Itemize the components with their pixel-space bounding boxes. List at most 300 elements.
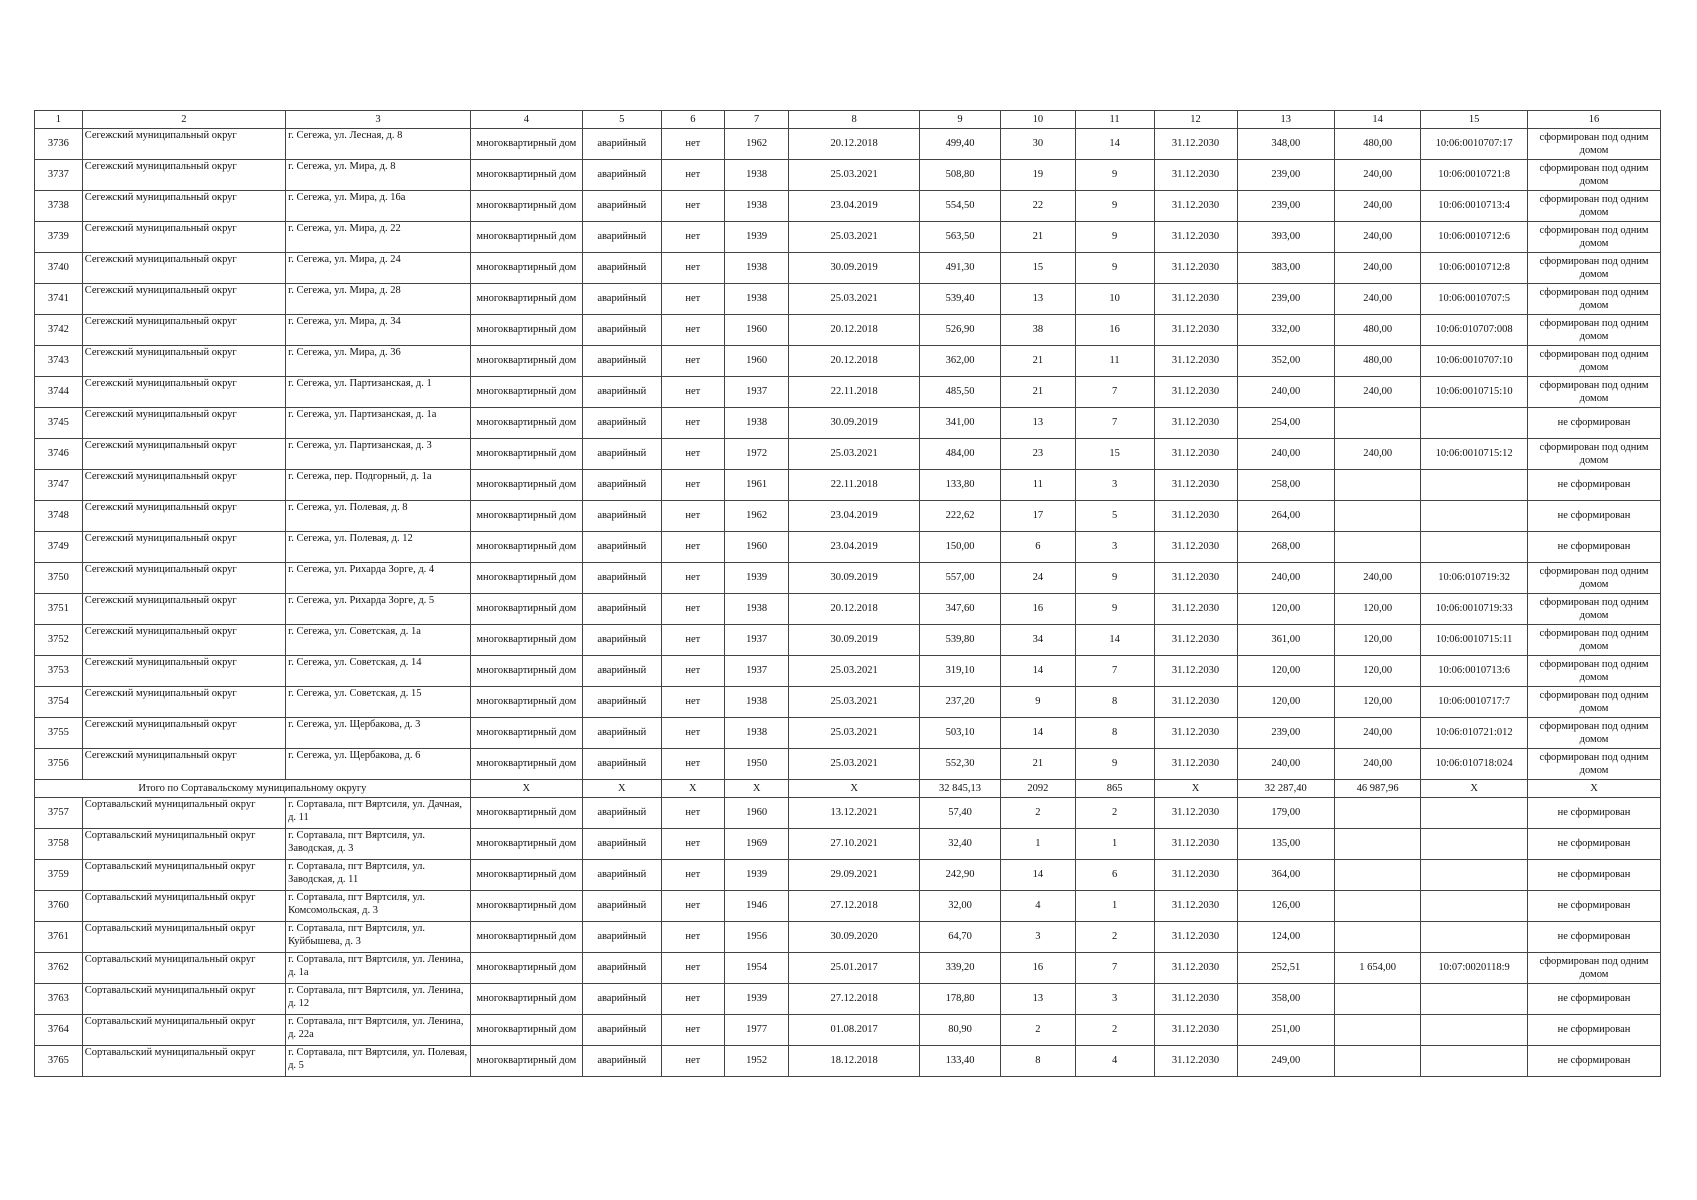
deadline-cell: 31.12.2030	[1154, 563, 1237, 594]
cadastral-number-cell: 10:06:0010707:17	[1421, 129, 1528, 160]
year-built-cell: 1960	[724, 798, 788, 829]
condition-cell: аварийный	[582, 470, 661, 501]
plot-status-cell: не сформирован	[1528, 860, 1661, 891]
area-cell: 242,90	[920, 860, 1001, 891]
residents-cell: 24	[1000, 563, 1075, 594]
year-built-cell: 1954	[724, 953, 788, 984]
condition-cell: аварийный	[582, 687, 661, 718]
plot-area-cell: 240,00	[1335, 749, 1421, 780]
recognition-date-cell: 20.12.2018	[789, 315, 920, 346]
deadline-cell: 31.12.2030	[1154, 160, 1237, 191]
municipality-cell: Сегежский муниципальный округ	[82, 656, 285, 687]
apartments-cell: 7	[1075, 656, 1154, 687]
year-built-cell: 1962	[724, 501, 788, 532]
plot-area-cell	[1335, 1046, 1421, 1077]
apartments-cell: 2	[1075, 1015, 1154, 1046]
municipality-cell: Сортавальский муниципальный округ	[82, 1015, 285, 1046]
land-area-cell: 258,00	[1237, 470, 1335, 501]
land-area-cell: 254,00	[1237, 408, 1335, 439]
resettled-cell: нет	[661, 129, 724, 160]
plot-area-cell: 480,00	[1335, 129, 1421, 160]
address-cell: г. Сегежа, ул. Советская, д. 1а	[286, 625, 471, 656]
cadastral-number-cell	[1421, 798, 1528, 829]
resettled-cell: нет	[661, 439, 724, 470]
area-cell: 319,10	[920, 656, 1001, 687]
residents-cell: 4	[1000, 891, 1075, 922]
address-cell: г. Сегежа, ул. Полевая, д. 8	[286, 501, 471, 532]
municipality-cell: Сортавальский муниципальный округ	[82, 1046, 285, 1077]
table-row	[35, 1015, 1661, 1046]
building-type-cell: многоквартирный дом	[470, 953, 582, 984]
resettled-cell: нет	[661, 749, 724, 780]
building-type-cell: многоквартирный дом	[470, 718, 582, 749]
plot-status-cell: не сформирован	[1528, 922, 1661, 953]
residents-cell: 21	[1000, 346, 1075, 377]
plot-status-cell: сформирован под одним домом	[1528, 563, 1661, 594]
address-cell: г. Сегежа, ул. Мира, д. 24	[286, 253, 471, 284]
condition-cell: аварийный	[582, 656, 661, 687]
plot-area-cell: 120,00	[1335, 594, 1421, 625]
address-cell: г. Сегежа, ул. Партизанская, д. 3	[286, 439, 471, 470]
year-built-cell: 1937	[724, 377, 788, 408]
apartments-cell: 3	[1075, 470, 1154, 501]
residents-cell: 15	[1000, 253, 1075, 284]
area-cell: 485,50	[920, 377, 1001, 408]
deadline-cell: 31.12.2030	[1154, 470, 1237, 501]
municipality-cell: Сегежский муниципальный округ	[82, 191, 285, 222]
area-cell: 539,40	[920, 284, 1001, 315]
table-row	[35, 829, 1661, 860]
condition-cell: аварийный	[582, 718, 661, 749]
deadline-cell: 31.12.2030	[1154, 1015, 1237, 1046]
plot-area-cell	[1335, 532, 1421, 563]
table-row	[35, 191, 1661, 222]
table-row	[35, 984, 1661, 1015]
building-type-cell: многоквартирный дом	[470, 191, 582, 222]
table-row	[35, 346, 1661, 377]
municipality-cell: Сегежский муниципальный округ	[82, 439, 285, 470]
deadline-cell: 31.12.2030	[1154, 798, 1237, 829]
recognition-date-cell: 23.04.2019	[789, 532, 920, 563]
resettled-cell: нет	[661, 625, 724, 656]
resettled-cell: нет	[661, 1015, 724, 1046]
building-type-cell: многоквартирный дом	[470, 253, 582, 284]
address-cell: г. Сегежа, ул. Щербакова, д. 3	[286, 718, 471, 749]
resettled-cell: нет	[661, 594, 724, 625]
year-built-cell: 1937	[724, 625, 788, 656]
building-type-cell: многоквартирный дом	[470, 922, 582, 953]
year-built-cell: 1938	[724, 191, 788, 222]
building-type-cell: многоквартирный дом	[470, 1046, 582, 1077]
year-built-cell: 1969	[724, 829, 788, 860]
address-cell: г. Сегежа, ул. Партизанская, д. 1а	[286, 408, 471, 439]
plot-status-cell: не сформирован	[1528, 532, 1661, 563]
municipality-cell: Сортавальский муниципальный округ	[82, 953, 285, 984]
residents-cell: 23	[1000, 439, 1075, 470]
resettled-cell: нет	[661, 346, 724, 377]
row-number-cell: 3748	[35, 501, 83, 532]
deadline-cell: 31.12.2030	[1154, 284, 1237, 315]
district-total-row	[35, 780, 1661, 798]
deadline-cell: 31.12.2030	[1154, 687, 1237, 718]
municipality-cell: Сортавальский муниципальный округ	[82, 891, 285, 922]
plot-area-cell: 240,00	[1335, 377, 1421, 408]
table-body	[35, 111, 1661, 1077]
total-value-cell: X	[582, 780, 661, 798]
year-built-cell: 1960	[724, 315, 788, 346]
apartments-cell: 7	[1075, 953, 1154, 984]
residents-cell: 14	[1000, 718, 1075, 749]
apartments-cell: 2	[1075, 922, 1154, 953]
municipality-cell: Сортавальский муниципальный округ	[82, 984, 285, 1015]
plot-status-cell: сформирован под одним домом	[1528, 377, 1661, 408]
cadastral-number-cell: 10:06:0010712:8	[1421, 253, 1528, 284]
recognition-date-cell: 30.09.2019	[789, 253, 920, 284]
apartments-cell: 2	[1075, 798, 1154, 829]
land-area-cell: 120,00	[1237, 594, 1335, 625]
resettled-cell: нет	[661, 532, 724, 563]
apartments-cell: 8	[1075, 718, 1154, 749]
total-value-cell: 2092	[1000, 780, 1075, 798]
cadastral-number-cell: 10:06:0010713:6	[1421, 656, 1528, 687]
plot-status-cell: сформирован под одним домом	[1528, 953, 1661, 984]
resettled-cell: нет	[661, 829, 724, 860]
land-area-cell: 364,00	[1237, 860, 1335, 891]
plot-area-cell	[1335, 1015, 1421, 1046]
plot-status-cell: сформирован под одним домом	[1528, 129, 1661, 160]
year-built-cell: 1962	[724, 129, 788, 160]
row-number-cell: 3744	[35, 377, 83, 408]
address-cell: г. Сортавала, пгт Вяртсиля, ул. Дачная, д. 11	[286, 798, 471, 829]
land-area-cell: 239,00	[1237, 284, 1335, 315]
area-cell: 339,20	[920, 953, 1001, 984]
row-number-cell: 3756	[35, 749, 83, 780]
apartments-cell: 14	[1075, 129, 1154, 160]
year-built-cell: 1938	[724, 408, 788, 439]
row-number-cell: 3739	[35, 222, 83, 253]
table-row	[35, 1046, 1661, 1077]
deadline-cell: 31.12.2030	[1154, 860, 1237, 891]
cadastral-number-cell	[1421, 408, 1528, 439]
area-cell: 237,20	[920, 687, 1001, 718]
resettled-cell: нет	[661, 377, 724, 408]
residents-cell: 9	[1000, 687, 1075, 718]
condition-cell: аварийный	[582, 922, 661, 953]
condition-cell: аварийный	[582, 891, 661, 922]
cadastral-number-cell: 10:06:0010712:6	[1421, 222, 1528, 253]
table-row	[35, 129, 1661, 160]
condition-cell: аварийный	[582, 129, 661, 160]
row-number-cell: 3765	[35, 1046, 83, 1077]
cadastral-number-cell	[1421, 829, 1528, 860]
cadastral-number-cell: 10:06:0010715:10	[1421, 377, 1528, 408]
area-cell: 32,00	[920, 891, 1001, 922]
plot-area-cell: 480,00	[1335, 315, 1421, 346]
deadline-cell: 31.12.2030	[1154, 408, 1237, 439]
cadastral-number-cell: 10:06:0010713:4	[1421, 191, 1528, 222]
resettled-cell: нет	[661, 687, 724, 718]
row-number-cell: 3758	[35, 829, 83, 860]
municipality-cell: Сегежский муниципальный округ	[82, 346, 285, 377]
residents-cell: 14	[1000, 860, 1075, 891]
building-type-cell: многоквартирный дом	[470, 594, 582, 625]
year-built-cell: 1938	[724, 594, 788, 625]
condition-cell: аварийный	[582, 1015, 661, 1046]
year-built-cell: 1972	[724, 439, 788, 470]
table-row	[35, 718, 1661, 749]
apartments-cell: 3	[1075, 532, 1154, 563]
year-built-cell: 1950	[724, 749, 788, 780]
deadline-cell: 31.12.2030	[1154, 501, 1237, 532]
column-number-cell: 6	[661, 111, 724, 129]
year-built-cell: 1960	[724, 346, 788, 377]
column-number-cell: 8	[789, 111, 920, 129]
building-type-cell: многоквартирный дом	[470, 501, 582, 532]
table-row	[35, 798, 1661, 829]
address-cell: г. Сегежа, ул. Мира, д. 28	[286, 284, 471, 315]
deadline-cell: 31.12.2030	[1154, 1046, 1237, 1077]
plot-area-cell: 240,00	[1335, 718, 1421, 749]
condition-cell: аварийный	[582, 377, 661, 408]
table-row	[35, 470, 1661, 501]
residents-cell: 21	[1000, 749, 1075, 780]
cadastral-number-cell	[1421, 1015, 1528, 1046]
year-built-cell: 1938	[724, 160, 788, 191]
recognition-date-cell: 25.03.2021	[789, 284, 920, 315]
row-number-cell: 3738	[35, 191, 83, 222]
deadline-cell: 31.12.2030	[1154, 253, 1237, 284]
area-cell: 526,90	[920, 315, 1001, 346]
year-built-cell: 1939	[724, 222, 788, 253]
table-row	[35, 953, 1661, 984]
municipality-cell: Сортавальский муниципальный округ	[82, 922, 285, 953]
cadastral-number-cell: 10:06:010718:024	[1421, 749, 1528, 780]
deadline-cell: 31.12.2030	[1154, 656, 1237, 687]
building-type-cell: многоквартирный дом	[470, 798, 582, 829]
plot-status-cell: сформирован под одним домом	[1528, 191, 1661, 222]
year-built-cell: 1946	[724, 891, 788, 922]
building-type-cell: многоквартирный дом	[470, 439, 582, 470]
plot-area-cell: 1 654,00	[1335, 953, 1421, 984]
row-number-cell: 3760	[35, 891, 83, 922]
residents-cell: 13	[1000, 408, 1075, 439]
deadline-cell: 31.12.2030	[1154, 594, 1237, 625]
column-number-cell: 9	[920, 111, 1001, 129]
row-number-cell: 3755	[35, 718, 83, 749]
deadline-cell: 31.12.2030	[1154, 984, 1237, 1015]
building-type-cell: многоквартирный дом	[470, 984, 582, 1015]
area-cell: 491,30	[920, 253, 1001, 284]
resettled-cell: нет	[661, 470, 724, 501]
land-area-cell: 332,00	[1237, 315, 1335, 346]
recognition-date-cell: 18.12.2018	[789, 1046, 920, 1077]
plot-status-cell: сформирован под одним домом	[1528, 315, 1661, 346]
residents-cell: 21	[1000, 377, 1075, 408]
deadline-cell: 31.12.2030	[1154, 439, 1237, 470]
residents-cell: 22	[1000, 191, 1075, 222]
residents-cell: 8	[1000, 1046, 1075, 1077]
table-row	[35, 749, 1661, 780]
apartments-cell: 1	[1075, 891, 1154, 922]
recognition-date-cell: 27.12.2018	[789, 984, 920, 1015]
municipality-cell: Сегежский муниципальный округ	[82, 470, 285, 501]
total-value-cell: X	[1421, 780, 1528, 798]
condition-cell: аварийный	[582, 222, 661, 253]
resettled-cell: нет	[661, 284, 724, 315]
total-value-cell: X	[470, 780, 582, 798]
residents-cell: 13	[1000, 284, 1075, 315]
plot-area-cell: 240,00	[1335, 222, 1421, 253]
cadastral-number-cell	[1421, 891, 1528, 922]
land-area-cell: 120,00	[1237, 656, 1335, 687]
table-row	[35, 860, 1661, 891]
municipality-cell: Сегежский муниципальный округ	[82, 377, 285, 408]
address-cell: г. Сегежа, ул. Рихарда Зорге, д. 4	[286, 563, 471, 594]
address-cell: г. Сегежа, ул. Мира, д. 22	[286, 222, 471, 253]
cadastral-number-cell	[1421, 860, 1528, 891]
plot-status-cell: не сформирован	[1528, 798, 1661, 829]
address-cell: г. Сортавала, пгт Вяртсиля, ул. Полевая, д. 5	[286, 1046, 471, 1077]
cadastral-number-cell: 10:06:0010707:5	[1421, 284, 1528, 315]
apartments-cell: 11	[1075, 346, 1154, 377]
plot-area-cell	[1335, 984, 1421, 1015]
row-number-cell: 3742	[35, 315, 83, 346]
table-row	[35, 563, 1661, 594]
recognition-date-cell: 25.03.2021	[789, 656, 920, 687]
table-row	[35, 501, 1661, 532]
municipality-cell: Сегежский муниципальный округ	[82, 315, 285, 346]
cadastral-number-cell: 10:06:010719:32	[1421, 563, 1528, 594]
address-cell: г. Сортавала, пгт Вяртсиля, ул. Заводская, д. 3	[286, 829, 471, 860]
year-built-cell: 1952	[724, 1046, 788, 1077]
area-cell: 57,40	[920, 798, 1001, 829]
total-value-cell: X	[661, 780, 724, 798]
address-cell: г. Сегежа, ул. Советская, д. 14	[286, 656, 471, 687]
building-type-cell: многоквартирный дом	[470, 284, 582, 315]
building-type-cell: многоквартирный дом	[470, 160, 582, 191]
address-cell: г. Сортавала, пгт Вяртсиля, ул. Комсомольская, д. 3	[286, 891, 471, 922]
area-cell: 341,00	[920, 408, 1001, 439]
apartments-cell: 1	[1075, 829, 1154, 860]
apartments-cell: 7	[1075, 377, 1154, 408]
land-area-cell: 358,00	[1237, 984, 1335, 1015]
plot-area-cell	[1335, 408, 1421, 439]
year-built-cell: 1939	[724, 860, 788, 891]
table-row	[35, 222, 1661, 253]
column-number-cell: 12	[1154, 111, 1237, 129]
address-cell: г. Сегежа, ул. Советская, д. 15	[286, 687, 471, 718]
condition-cell: аварийный	[582, 984, 661, 1015]
address-cell: г. Сегежа, ул. Щербакова, д. 6	[286, 749, 471, 780]
cadastral-number-cell	[1421, 922, 1528, 953]
area-cell: 133,40	[920, 1046, 1001, 1077]
area-cell: 484,00	[920, 439, 1001, 470]
condition-cell: аварийный	[582, 315, 661, 346]
total-value-cell: 32 845,13	[920, 780, 1001, 798]
row-number-cell: 3763	[35, 984, 83, 1015]
area-cell: 133,80	[920, 470, 1001, 501]
plot-status-cell: сформирован под одним домом	[1528, 687, 1661, 718]
plot-area-cell	[1335, 922, 1421, 953]
residents-cell: 38	[1000, 315, 1075, 346]
apartments-cell: 6	[1075, 860, 1154, 891]
area-cell: 80,90	[920, 1015, 1001, 1046]
resettled-cell: нет	[661, 222, 724, 253]
area-cell: 539,80	[920, 625, 1001, 656]
plot-area-cell: 120,00	[1335, 687, 1421, 718]
column-number-header-row	[35, 111, 1661, 129]
building-type-cell: многоквартирный дом	[470, 1015, 582, 1046]
condition-cell: аварийный	[582, 439, 661, 470]
land-area-cell: 126,00	[1237, 891, 1335, 922]
building-type-cell: многоквартирный дом	[470, 129, 582, 160]
cadastral-number-cell: 10:06:0010719:33	[1421, 594, 1528, 625]
residents-cell: 11	[1000, 470, 1075, 501]
deadline-cell: 31.12.2030	[1154, 829, 1237, 860]
municipality-cell: Сегежский муниципальный округ	[82, 129, 285, 160]
plot-status-cell: сформирован под одним домом	[1528, 718, 1661, 749]
column-number-cell: 5	[582, 111, 661, 129]
building-type-cell: многоквартирный дом	[470, 891, 582, 922]
table-row	[35, 284, 1661, 315]
deadline-cell: 31.12.2030	[1154, 346, 1237, 377]
recognition-date-cell: 25.01.2017	[789, 953, 920, 984]
year-built-cell: 1938	[724, 718, 788, 749]
plot-status-cell: не сформирован	[1528, 984, 1661, 1015]
building-type-cell: многоквартирный дом	[470, 315, 582, 346]
total-value-cell: X	[1528, 780, 1661, 798]
condition-cell: аварийный	[582, 953, 661, 984]
plot-area-cell: 120,00	[1335, 625, 1421, 656]
land-area-cell: 240,00	[1237, 377, 1335, 408]
condition-cell: аварийный	[582, 408, 661, 439]
table-row	[35, 891, 1661, 922]
recognition-date-cell: 29.09.2021	[789, 860, 920, 891]
recognition-date-cell: 13.12.2021	[789, 798, 920, 829]
plot-area-cell: 240,00	[1335, 160, 1421, 191]
residents-cell: 2	[1000, 798, 1075, 829]
row-number-cell: 3745	[35, 408, 83, 439]
total-value-cell: 865	[1075, 780, 1154, 798]
year-built-cell: 1956	[724, 922, 788, 953]
recognition-date-cell: 27.10.2021	[789, 829, 920, 860]
recognition-date-cell: 23.04.2019	[789, 191, 920, 222]
area-cell: 362,00	[920, 346, 1001, 377]
deadline-cell: 31.12.2030	[1154, 625, 1237, 656]
cadastral-number-cell: 10:06:0010721:8	[1421, 160, 1528, 191]
residents-cell: 16	[1000, 594, 1075, 625]
condition-cell: аварийный	[582, 829, 661, 860]
deadline-cell: 31.12.2030	[1154, 377, 1237, 408]
cadastral-number-cell: 10:07:0020118:9	[1421, 953, 1528, 984]
recognition-date-cell: 30.09.2019	[789, 408, 920, 439]
plot-area-cell: 240,00	[1335, 439, 1421, 470]
recognition-date-cell: 22.11.2018	[789, 377, 920, 408]
recognition-date-cell: 30.09.2019	[789, 625, 920, 656]
land-area-cell: 268,00	[1237, 532, 1335, 563]
resettled-cell: нет	[661, 922, 724, 953]
municipality-cell: Сегежский муниципальный округ	[82, 718, 285, 749]
apartments-cell: 15	[1075, 439, 1154, 470]
area-cell: 32,40	[920, 829, 1001, 860]
land-area-cell: 352,00	[1237, 346, 1335, 377]
resettled-cell: нет	[661, 1046, 724, 1077]
row-number-cell: 3752	[35, 625, 83, 656]
total-label: Итого по Сортавальскому муниципальному округу	[35, 780, 471, 798]
municipality-cell: Сегежский муниципальный округ	[82, 563, 285, 594]
plot-area-cell	[1335, 891, 1421, 922]
building-type-cell: многоквартирный дом	[470, 563, 582, 594]
